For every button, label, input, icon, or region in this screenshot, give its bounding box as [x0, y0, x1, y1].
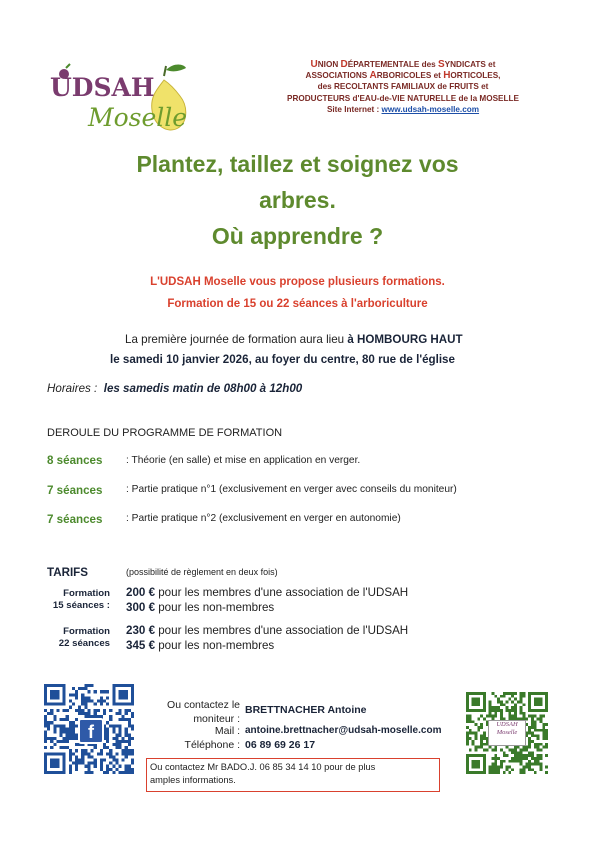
- organization-name: [262, 59, 544, 104]
- horaires-label: Horaires :: [47, 382, 98, 395]
- horaires-value: les samedis matin de 08h00 à 12h00: [103, 382, 303, 395]
- contact-email[interactable]: antoine.brettnacher@udsah-moselle.com: [245, 725, 442, 736]
- contact-intro: [140, 698, 240, 726]
- tarif-label-line: Formation: [63, 588, 110, 599]
- intro-line-2: Formation de 15 ou 22 séances à l'arboriculture: [167, 298, 428, 310]
- title-line-1: Plantez, taillez et soignez vos: [136, 151, 459, 177]
- tarif-line: [126, 586, 408, 599]
- logo-line2: Moselle: [88, 103, 188, 132]
- programme-desc: : Partie pratique n°1 (exclusivement en verger avec conseils du moniteur): [126, 484, 457, 495]
- programme-heading: DEROULE DU PROGRAMME DE FORMATION: [47, 427, 283, 439]
- organization-name-line: des RECOLTANTS FAMILIAUX de FRUITS et: [317, 82, 489, 92]
- tarif-line: [126, 624, 408, 637]
- website-link[interactable]: www.udsah-moselle.com: [381, 104, 480, 114]
- udsah-logo: [46, 58, 196, 140]
- contact-box-line: Ou contactez Mr BADO.J. 06 85 34 14 10 pour de plus: [150, 762, 376, 772]
- facebook-icon: f: [78, 718, 104, 744]
- qr-logo-label: UDSAH Moselle: [488, 720, 526, 746]
- mail-label: Mail :: [214, 725, 240, 737]
- website-qr-code[interactable]: [466, 692, 548, 774]
- tarif-price: 200 €: [126, 586, 156, 599]
- phone-label: Téléphone :: [184, 739, 240, 751]
- programme-item: [47, 454, 102, 467]
- contact-intro-line: moniteur :: [193, 713, 240, 725]
- tarif-text: pour les membres d'une association de l'UDSAH: [155, 624, 409, 637]
- tarif-label-line: 22 séances: [58, 638, 110, 649]
- first-day-line-1: [125, 333, 463, 346]
- tarif-text: pour les non-membres: [155, 639, 275, 652]
- intro-line-1: L'UDSAH Moselle vous propose plusieurs formations.: [150, 276, 445, 288]
- title-line-3: Où apprendre ?: [211, 223, 384, 249]
- tarif-label-line: 15 séances :: [52, 600, 110, 611]
- organization-name-line: PRODUCTEURS d'EAU-de-VIE NATURELLE de la MOSELLE: [287, 93, 519, 103]
- contact-intro-line: Ou contactez le: [167, 699, 240, 711]
- programme-count: 7 séances: [47, 513, 103, 526]
- contact-box-line: amples informations.: [150, 775, 236, 785]
- tarif-price: 345 €: [126, 639, 156, 652]
- contact-name: BRETTNACHER Antoine: [245, 704, 367, 716]
- facebook-qr-code[interactable]: [44, 684, 134, 774]
- tarif-line: [126, 639, 274, 652]
- website-label: Site Internet :: [326, 104, 382, 114]
- tarifs-heading: TARIFS: [47, 566, 89, 579]
- organization-name-line: UNION DÉPARTEMENTALE des SYNDICATS et: [310, 59, 496, 70]
- first-day-line-2: le samedi 10 janvier 2026, au foyer du centre, 80 rue de l'église: [110, 353, 455, 366]
- tarif-text: pour les non-membres: [155, 601, 275, 614]
- tarif-line: [126, 601, 274, 614]
- title-line-2: arbres.: [259, 187, 336, 213]
- programme-desc: : Partie pratique n°2 (exclusivement en verger en autonomie): [126, 513, 401, 524]
- programme-count: 8 séances: [47, 454, 103, 467]
- logo-line1: UDSAH: [50, 73, 155, 102]
- first-day-text: La première journée de formation aura lieu: [125, 333, 348, 346]
- organization-header: [262, 59, 544, 115]
- tarif-price: 230 €: [126, 624, 156, 637]
- tarifs-note: (possibilité de règlement en deux fois): [126, 567, 278, 577]
- page-title: [40, 146, 555, 254]
- website-line: [262, 104, 544, 115]
- contact-phone[interactable]: 06 89 69 26 17: [245, 739, 316, 751]
- horaires-line: [47, 382, 302, 395]
- tarif-price: 300 €: [126, 601, 156, 614]
- tarif-text: pour les membres d'une association de l'UDSAH: [155, 586, 409, 599]
- first-day-place: à HOMBOURG HAUT: [347, 333, 463, 346]
- programme-item: [47, 484, 102, 497]
- tarif-label-line: Formation: [63, 626, 110, 637]
- tarif-label: [40, 588, 110, 612]
- organization-name-line: ASSOCIATIONS ARBORICOLES et HORTICOLES,: [305, 70, 501, 82]
- programme-count: 7 séances: [47, 484, 103, 497]
- programme-item: [47, 513, 102, 526]
- contact-alternative-box: [146, 758, 440, 792]
- programme-desc: : Théorie (en salle) et mise en application en verger.: [126, 455, 361, 466]
- tarif-label: [40, 626, 110, 650]
